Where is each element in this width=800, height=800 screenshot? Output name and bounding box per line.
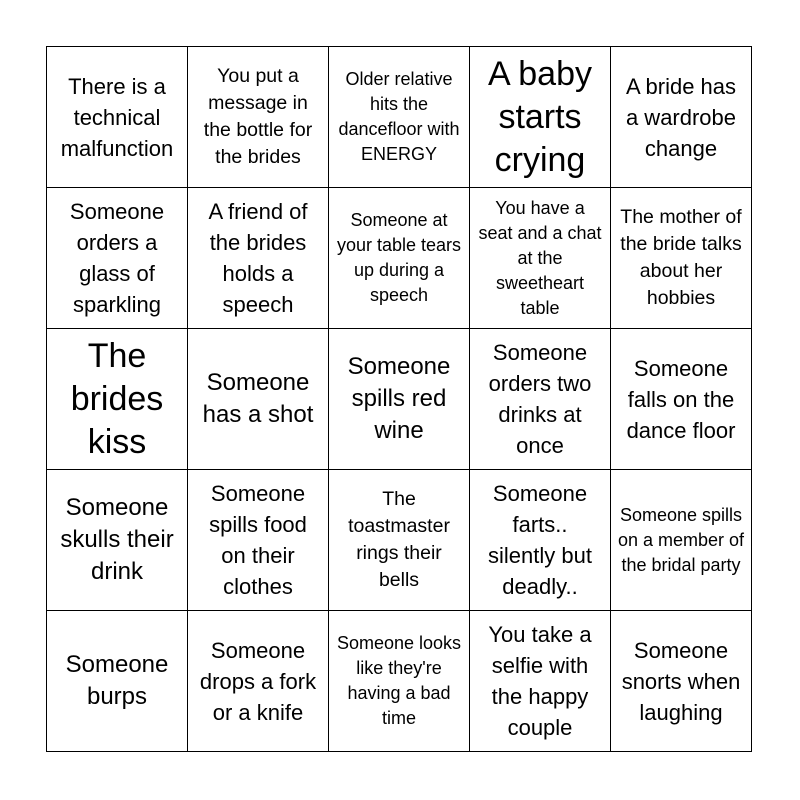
bingo-cell-text: The brides kiss xyxy=(70,336,164,461)
bingo-cell-text: Someone falls on the dance floor xyxy=(626,355,736,443)
bingo-cell-text: Someone snorts when laughing xyxy=(621,637,741,725)
bingo-cell[interactable] xyxy=(47,611,188,752)
bingo-cell[interactable] xyxy=(188,611,329,752)
bingo-cell-text: You put a message in the bottle for the brides xyxy=(203,65,313,168)
bingo-cell-text: Someone has a shot xyxy=(202,369,314,428)
bingo-cell[interactable] xyxy=(329,188,470,329)
bingo-cell[interactable] xyxy=(611,611,752,752)
bingo-cell[interactable] xyxy=(188,470,329,611)
bingo-cell[interactable] xyxy=(47,329,188,470)
bingo-cell[interactable] xyxy=(47,470,188,611)
bingo-cell-text: The toastmaster rings their bells xyxy=(348,488,450,591)
bingo-cell-text: Someone skulls their drink xyxy=(60,494,174,585)
bingo-cell-text: Someone spills on a member of the bridal party xyxy=(617,504,745,575)
bingo-cell[interactable] xyxy=(188,47,329,188)
bingo-cell[interactable] xyxy=(611,188,752,329)
bingo-cell-text: Older relative hits the dancefloor with ENERGY xyxy=(338,69,460,164)
bingo-cell-text: Someone farts.. silently but deadly.. xyxy=(488,481,592,599)
bingo-cell[interactable] xyxy=(188,329,329,470)
bingo-cell-text: You take a selfie with the happy couple xyxy=(488,622,592,740)
bingo-cell-text: Someone drops a fork or a knife xyxy=(199,637,317,725)
bingo-cell[interactable] xyxy=(470,188,611,329)
bingo-cell[interactable] xyxy=(47,188,188,329)
bingo-cell-text: Someone orders two drinks at once xyxy=(488,340,592,458)
bingo-cell[interactable] xyxy=(329,611,470,752)
bingo-cell-text: A friend of the brides holds a speech xyxy=(208,199,308,317)
bingo-cell-text: Someone burps xyxy=(65,651,169,710)
bingo-cell[interactable] xyxy=(329,47,470,188)
bingo-cell[interactable] xyxy=(329,329,470,470)
bingo-cell[interactable] xyxy=(329,470,470,611)
bingo-cell[interactable] xyxy=(611,47,752,188)
bingo-cell[interactable] xyxy=(47,47,188,188)
bingo-cell-text: The mother of the bride talks about her hobbies xyxy=(620,206,742,309)
bingo-cell[interactable] xyxy=(470,47,611,188)
bingo-cell-text: You have a seat and a chat at the sweetheart table xyxy=(478,197,602,318)
bingo-cell[interactable] xyxy=(470,611,611,752)
bingo-cell-text: Someone orders a glass of sparkling xyxy=(69,199,165,317)
bingo-cell-text: There is a technical malfunction xyxy=(60,73,174,161)
bingo-cell[interactable] xyxy=(611,329,752,470)
bingo-cell[interactable] xyxy=(611,470,752,611)
bingo-card xyxy=(46,46,752,752)
bingo-cell-text: Someone spills food on their clothes xyxy=(209,481,307,599)
bingo-cell-text: Someone looks like they're having a bad time xyxy=(336,633,462,728)
bingo-cell-text: Someone spills red wine xyxy=(347,353,451,444)
bingo-cell-text: Someone at your table tears up during a speech xyxy=(336,210,462,305)
bingo-cell-text: A bride has a wardrobe change xyxy=(625,73,737,161)
bingo-cell[interactable] xyxy=(470,329,611,470)
bingo-cell-text: A baby starts crying xyxy=(488,54,592,179)
bingo-cell[interactable] xyxy=(470,470,611,611)
bingo-cell[interactable] xyxy=(188,188,329,329)
